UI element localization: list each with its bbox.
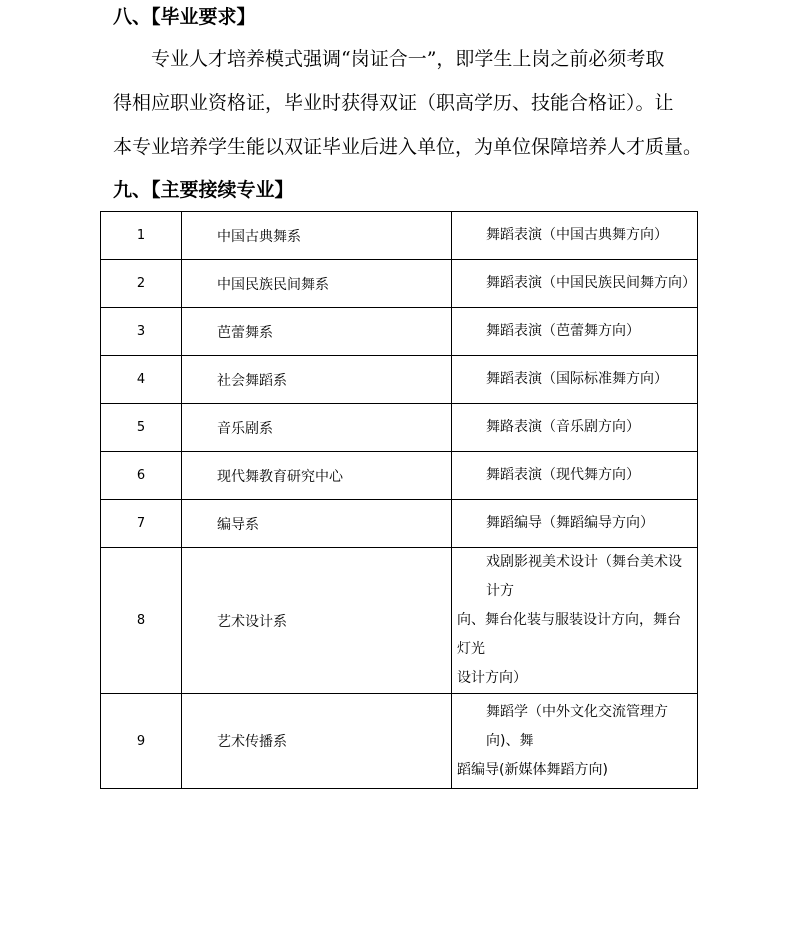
major-cell	[452, 404, 698, 452]
major-text: 舞蹈表演（中国民族民间舞方向）	[486, 275, 696, 291]
department-cell: 艺术传播系	[182, 694, 452, 789]
major-text: 舞蹈表演（国际标准舞方向）	[486, 371, 668, 387]
major-cell	[452, 500, 698, 548]
major-cell	[452, 308, 698, 356]
major-text: 舞蹈表演（芭蕾舞方向）	[486, 323, 640, 339]
department-cell: 编导系	[182, 500, 452, 548]
section-8-heading: 八、【毕业要求】	[113, 6, 256, 28]
major-cell	[452, 212, 698, 260]
table-row	[101, 500, 698, 548]
major-text-line: 蹈编导(新媒体舞蹈方向)	[457, 761, 608, 778]
major-text: 舞蹈表演（现代舞方向）	[486, 467, 640, 483]
department-cell: 现代舞教育研究中心	[182, 452, 452, 500]
table-row	[101, 260, 698, 308]
section-9-heading: 九、【主要接续专业】	[113, 179, 294, 201]
paragraph-line: 专业人才培养模式强调“岗证合一”，即学生上岗之前必须考取	[151, 48, 665, 70]
department-cell: 艺术设计系	[182, 548, 452, 694]
major-text-line: 舞蹈学（中外文化交流管理方向)、舞	[486, 703, 668, 749]
table-row	[101, 308, 698, 356]
major-text-line: 向、舞台化装与服装设计方向，舞台灯光	[457, 612, 681, 657]
major-cell	[452, 356, 698, 404]
table-row	[101, 212, 698, 260]
table-row	[101, 694, 698, 789]
major-text: 舞路表演（音乐剧方向）	[486, 419, 640, 435]
department-cell: 中国民族民间舞系	[182, 260, 452, 308]
major-text: 舞蹈编导（舞蹈编导方向）	[486, 515, 654, 531]
row-number: 5	[101, 404, 182, 452]
table-row	[101, 356, 698, 404]
row-number: 3	[101, 308, 182, 356]
row-number: 6	[101, 452, 182, 500]
table-row	[101, 452, 698, 500]
major-text: 舞蹈表演（中国古典舞方向）	[486, 227, 668, 243]
major-cell	[452, 260, 698, 308]
major-text-line: 戏剧影视美术设计（舞台美术设计方	[486, 554, 682, 599]
department-cell: 社会舞蹈系	[182, 356, 452, 404]
table-row	[101, 548, 698, 694]
graduation-requirements-paragraph	[113, 37, 713, 169]
row-number: 7	[101, 500, 182, 548]
row-number: 4	[101, 356, 182, 404]
continuation-majors-table	[100, 211, 698, 789]
row-number: 8	[101, 548, 182, 694]
department-cell: 中国古典舞系	[182, 212, 452, 260]
row-number: 1	[101, 212, 182, 260]
major-cell	[452, 452, 698, 500]
major-cell	[452, 694, 698, 789]
paragraph-line: 本专业培养学生能以双证毕业后进入单位，为单位保障培养人才质量。	[113, 136, 703, 158]
row-number: 9	[101, 694, 182, 789]
table-row	[101, 404, 698, 452]
major-text-line: 设计方向）	[457, 670, 527, 686]
row-number: 2	[101, 260, 182, 308]
major-cell	[452, 548, 698, 694]
paragraph-line: 得相应职业资格证，毕业时获得双证（职高学历、技能合格证）。让	[113, 92, 674, 114]
department-cell: 音乐剧系	[182, 404, 452, 452]
department-cell: 芭蕾舞系	[182, 308, 452, 356]
